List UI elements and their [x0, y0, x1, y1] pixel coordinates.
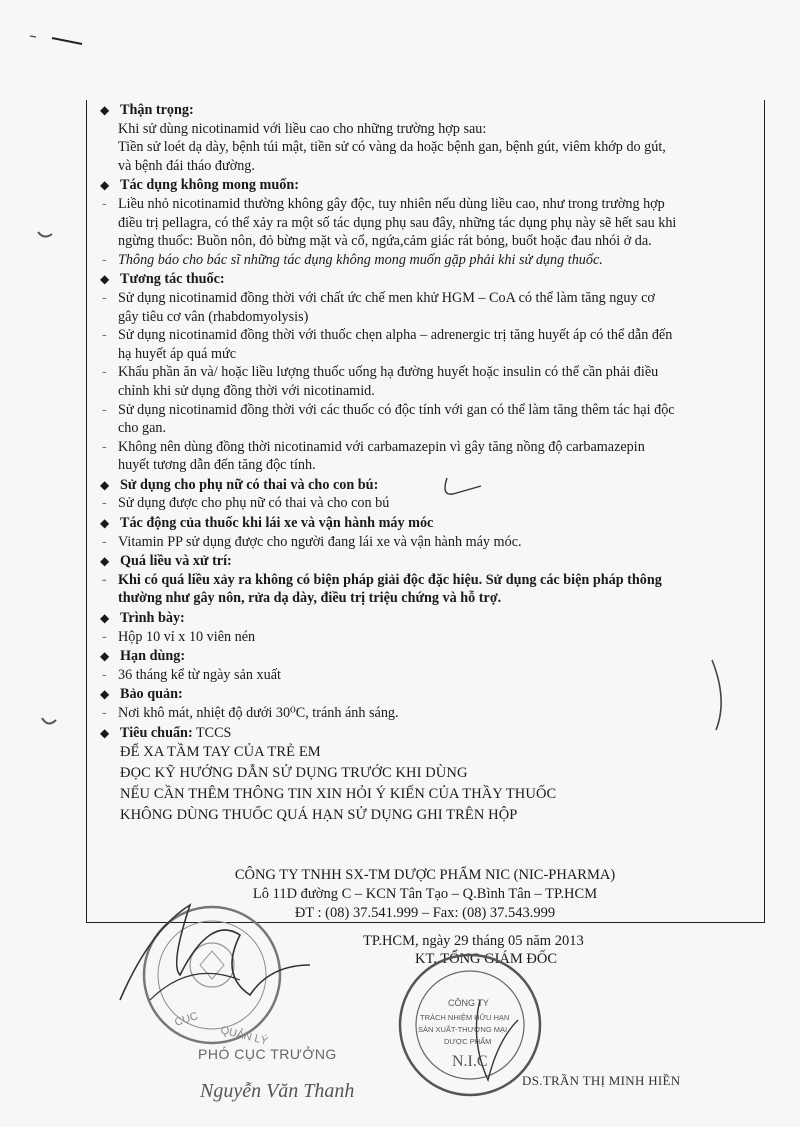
- diamond-bullet-icon: ◆: [100, 611, 110, 626]
- line-text: Thông báo cho bác sĩ những tác dụng không mong muốn gặp phải khi sử dụng thuốc.: [118, 251, 603, 268]
- dash-marker: -: [102, 495, 107, 512]
- line-text: thường như gây nôn, rửa dạ dày, điều trị triệu chứng và hỗ trợ.: [118, 590, 502, 607]
- date-line: TP.HCM, ngày 29 tháng 05 năm 2013: [363, 933, 584, 949]
- dash-marker: -: [102, 364, 107, 381]
- left-signer-name: Nguyễn Văn Thanh: [200, 1080, 355, 1102]
- company-address: Lô 11D đường C – KCN Tân Tạo – Q.Bình Tân – TP.HCM: [252, 886, 598, 902]
- section-title: Hạn dùng:: [120, 648, 186, 665]
- warning-line: ĐỌC KỸ HƯỚNG DẪN SỬ DỤNG TRƯỚC KHI DÙNG: [120, 765, 468, 782]
- diamond-bullet-icon: ◆: [100, 649, 110, 664]
- section-title: Tương tác thuốc:: [120, 271, 225, 288]
- warning-line: NẾU CẦN THÊM THÔNG TIN XIN HỎI Ý KIẾN CỦA THẦY THUỐC: [120, 786, 557, 803]
- dash-marker: -: [102, 533, 107, 550]
- diamond-bullet-icon: ◆: [100, 554, 110, 569]
- line-text: Hộp 10 vỉ x 10 viên nén: [118, 628, 256, 645]
- section-title: Bảo quản:: [120, 686, 183, 703]
- line-text: huyết tương dẫn đến tăng độc tính.: [118, 457, 316, 474]
- line-text: cho gan.: [118, 420, 167, 437]
- diamond-bullet-icon: ◆: [100, 516, 110, 531]
- diamond-bullet-icon: ◆: [100, 178, 110, 193]
- left-signer-title: PHÓ CỤC TRƯỞNG: [198, 1046, 337, 1062]
- dash-marker: -: [102, 666, 107, 683]
- svg-text:CÔNG TY: CÔNG TY: [448, 998, 489, 1008]
- line-text: điều trị pellagra, có thể xảy ra một số tác dụng phụ sau đây, những tác dụng phụ này sẽ hết sau khi: [118, 214, 677, 231]
- line-text: Khi sử dùng nicotinamid với liều cao cho những trường hợp sau:: [118, 120, 487, 137]
- warning-line: KHÔNG DÙNG THUỐC QUÁ HẠN SỬ DỤNG GHI TRÊN HỘP: [120, 807, 518, 824]
- line-text: Vitamin PP sử dụng được cho người đang lái xe và vận hành máy móc.: [118, 533, 522, 550]
- line-text: Nơi khô mát, nhiệt độ dưới 30⁰C, tránh ánh sáng.: [118, 705, 399, 721]
- line-text: ngừng thuốc: Buồn nôn, đỏ bừng mặt và cổ, ngứa,cảm giác rát bỏng, buốt hoặc đau nhói ở da.: [118, 233, 652, 250]
- line-text: Sử dụng được cho phụ nữ có thai và cho con bú: [118, 495, 390, 512]
- line-text: Sử dụng nicotinamid đồng thời với thuốc chẹn alpha – adrenergic trị tăng huyết áp có thể dẫn đến: [118, 327, 673, 344]
- line-text: Khẩu phần ăn và/ hoặc liều lượng thuốc uống hạ đường huyết hoặc insulin có thể cần phải điều: [118, 364, 659, 381]
- right-signer-name: DS.TRẦN THỊ MINH HIỀN: [522, 1073, 681, 1088]
- svg-text:DƯỢC PHẨM: DƯỢC PHẨM: [444, 1037, 492, 1046]
- line-text: Sử dụng nicotinamid đồng thời với chất ức chế men khử HGM – CoA có thể làm tăng nguy cơ: [118, 289, 655, 306]
- line-text: chỉnh khi sử dụng đồng thời với nicotinamid.: [118, 382, 375, 399]
- dash-marker: -: [102, 705, 107, 721]
- line-text: và bệnh đái tháo đường.: [118, 157, 255, 174]
- dash-marker: -: [102, 195, 107, 212]
- company-name: CÔNG TY TNHH SX-TM DƯỢC PHẨM NIC (NIC-PHARMA): [234, 867, 616, 883]
- dash-marker: -: [102, 438, 107, 455]
- director-title: KT. TỔNG GIÁM ĐỐC: [415, 951, 558, 967]
- dash-marker: -: [102, 289, 107, 306]
- line-text: Sử dụng nicotinamid đồng thời với các thuốc có độc tính với gan có thể làm tăng thêm tác hại độc: [118, 401, 675, 418]
- section-title: Tác động của thuốc khi lái xe và vận hành máy móc: [120, 515, 434, 532]
- dash-marker: -: [102, 327, 107, 344]
- standard-value: TCCS: [195, 724, 232, 741]
- svg-text:TRÁCH NHIỆM HỮU HẠN: TRÁCH NHIỆM HỮU HẠN: [420, 1013, 510, 1022]
- line-text: Tiền sử loét dạ dày, bệnh túi mật, tiền sử có vàng da hoặc bệnh gan, bệnh gút, viêm khớp do gút,: [118, 139, 666, 156]
- diamond-bullet-icon: ◆: [100, 272, 110, 287]
- svg-text:N.I.C: N.I.C: [452, 1053, 488, 1070]
- line-text: Không nên dùng đồng thời nicotinamid với carbamazepin vì gây tăng nồng độ carbamazepin: [118, 438, 645, 455]
- section-title: Thận trọng:: [120, 102, 194, 118]
- section-title: Quá liều và xử trí:: [120, 553, 232, 570]
- dash-marker: -: [102, 571, 107, 588]
- svg-text:SẢN XUẤT-THƯƠNG MẠI: SẢN XUẤT-THƯƠNG MẠI: [418, 1025, 508, 1034]
- diamond-bullet-icon: ◆: [100, 477, 110, 492]
- line-text: Liều nhỏ nicotinamid thường không gây độc, tuy nhiên nếu dùng liều cao, như trong trường hợp: [118, 195, 665, 212]
- line-text: 36 tháng kể từ ngày sản xuất: [118, 666, 281, 683]
- line-text: Khi có quá liều xảy ra không có biện pháp giải độc đặc hiệu. Sử dụng các biện pháp thông: [118, 571, 662, 588]
- dash-marker: -: [102, 628, 107, 645]
- diamond-bullet-icon: ◆: [100, 725, 110, 740]
- line-text: gây tiêu cơ vân (rhabdomyolysis): [118, 308, 309, 325]
- section-title: Tiêu chuẩn:: [120, 724, 193, 741]
- diamond-bullet-icon: ◆: [100, 103, 110, 117]
- warning-line: ĐỂ XA TẦM TAY CỦA TRẺ EM: [120, 744, 321, 761]
- section-title: Sử dụng cho phụ nữ có thai và cho con bú:: [120, 476, 379, 493]
- dash-marker: -: [102, 251, 107, 268]
- company-phone: ĐT : (08) 37.541.999 – Fax: (08) 37.543.999: [294, 905, 556, 921]
- svg-text:QUẢN LÝ: QUẢN LÝ: [219, 1024, 270, 1048]
- svg-text:CỤC: CỤC: [173, 1010, 200, 1029]
- dash-marker: -: [102, 401, 107, 418]
- line-text: hạ huyết áp quá mức: [118, 345, 236, 362]
- section-title: Tác dụng không mong muốn:: [120, 177, 299, 194]
- diamond-bullet-icon: ◆: [100, 687, 110, 702]
- section-title: Trình bày:: [120, 610, 185, 627]
